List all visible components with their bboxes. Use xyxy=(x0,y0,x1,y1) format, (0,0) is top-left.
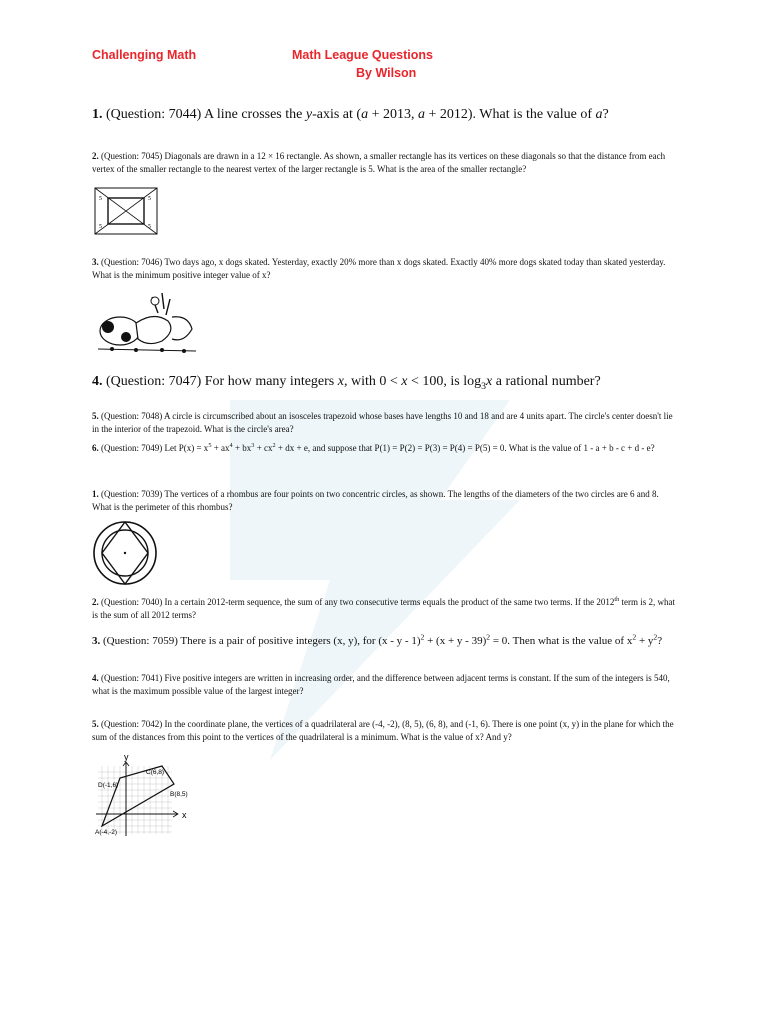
question-number: 4. xyxy=(92,673,99,683)
point-a-label: A(-4,-2) xyxy=(95,829,118,836)
question-5-7042: 5. (Question: 7042) In the coordinate plane, the vertices of a quadrilateral are (-4, -2), (8, 5), (6, 8), and (-1, 6). There is one point (x, y) in the plane for which the sum of the distances from this point to the vertices of the quadrilateral is a minimum. What is the value of x? And y? xyxy=(92,719,674,742)
question-2-7045: 2. (Question: 7045) Diagonals are drawn in a 12 × 16 rectangle. As shown, a smaller rectangle has its vertices on these diagonals so that the distance from each vertex of the smaller rectangle to the nearest vertex of the larger rectangle is 5. What is the area of the smaller rectangle? xyxy=(92,151,666,174)
question-number: 3. xyxy=(92,635,101,647)
concentric-circles-rhombus-figure xyxy=(92,520,158,586)
question-2-7040: 2. (Question: 7040) In a certain 2012-term sequence, the sum of any two consecutive terms equals the product of the same two terms. If the 2012th term is 2, what is the sum of all 2012 terms? xyxy=(92,596,676,620)
question-number: 4. xyxy=(92,374,103,389)
skating-dogs-illustration xyxy=(92,287,202,355)
point-b-label: B(8,5) xyxy=(170,791,188,798)
question-1-7039: 1. (Question: 7039) The vertices of a rhombus are four points on two concentric circles, as shown. The lengths of the diameters of the two circles are 6 and 8. What is the perimeter of this rhombus? xyxy=(92,489,659,512)
question-3-7046: 3. (Question: 7046) Two days ago, x dogs skated. Yesterday, exactly 20% more than x dogs skated. Exactly 40% more dogs skated today than skated yesterday. What is the minimum positive integer value of x? xyxy=(92,257,666,280)
question-number: 1. xyxy=(92,107,103,122)
header-author: By Wilson xyxy=(356,66,417,80)
question-number: 6. xyxy=(92,443,99,453)
rectangle-diagonals-figure xyxy=(94,187,158,235)
question-4-7047: 4. (Question: 7047) For how many integers x, with 0 < x < 100, is $\log_3x$ a rational number? xyxy=(92,374,601,392)
header-left-title: Challenging Math xyxy=(92,48,197,62)
point-c-label: C(6,8) xyxy=(146,769,165,776)
question-number: 2. xyxy=(92,597,99,607)
question-number: 2. xyxy=(92,151,99,161)
question-5-7048: 5. (Question: 7048) A circle is circumscribed about an isosceles trapezoid whose bases have lengths 10 and 18 and are 4 units apart. The circle's center doesn't lie in the interior of the trapezoid. What is the circle's area? xyxy=(92,411,673,434)
question-3-7059: 3. (Question: 7059) There is a pair of positive integers (x, y), for $(x - y - 1)^2 + (x + y - 39)^2 = 0$. Then what is the value of $x^2 + y^2$? xyxy=(92,632,663,647)
fig-label-5: 5 xyxy=(99,196,102,202)
question-4-7041: 4. (Question: 7041) Five positive integers are written in increasing order, and the difference between adjacent terms is constant. If the sum of the integers is 540, what is the maximum possible value of the largest integer? xyxy=(92,673,670,696)
question-number: 5. xyxy=(92,411,99,421)
x-axis-label: x xyxy=(182,810,187,820)
question-number: 5. xyxy=(92,719,99,729)
header-center-title: Math League Questions xyxy=(292,48,433,62)
question-number: 1. xyxy=(92,489,99,499)
fig-label-5: 5 xyxy=(99,224,102,230)
fig-label-5: 5 xyxy=(148,196,151,202)
question-6-7049: 6. (Question: 7049) Let $P(x) = x^5 + ax^4 + bx^3 + cx^2$ + dx + e, and suppose that P(1) = P(2) = P(3) = P(4) = P(5) = 0. What is the value of 1 - a + b - c + d - e? xyxy=(92,442,655,453)
question-number: 3. xyxy=(92,257,99,267)
y-axis-label: y xyxy=(124,752,129,762)
fig-label-5: 5 xyxy=(148,224,151,230)
coordinate-quadrilateral-figure xyxy=(94,752,194,838)
question-1-7044: 1. (Question: 7044) A line crosses the y-axis at (a + 2013, a + 2012). What is the value of a? xyxy=(92,107,609,122)
point-d-label: D(-1,6) xyxy=(98,782,119,789)
